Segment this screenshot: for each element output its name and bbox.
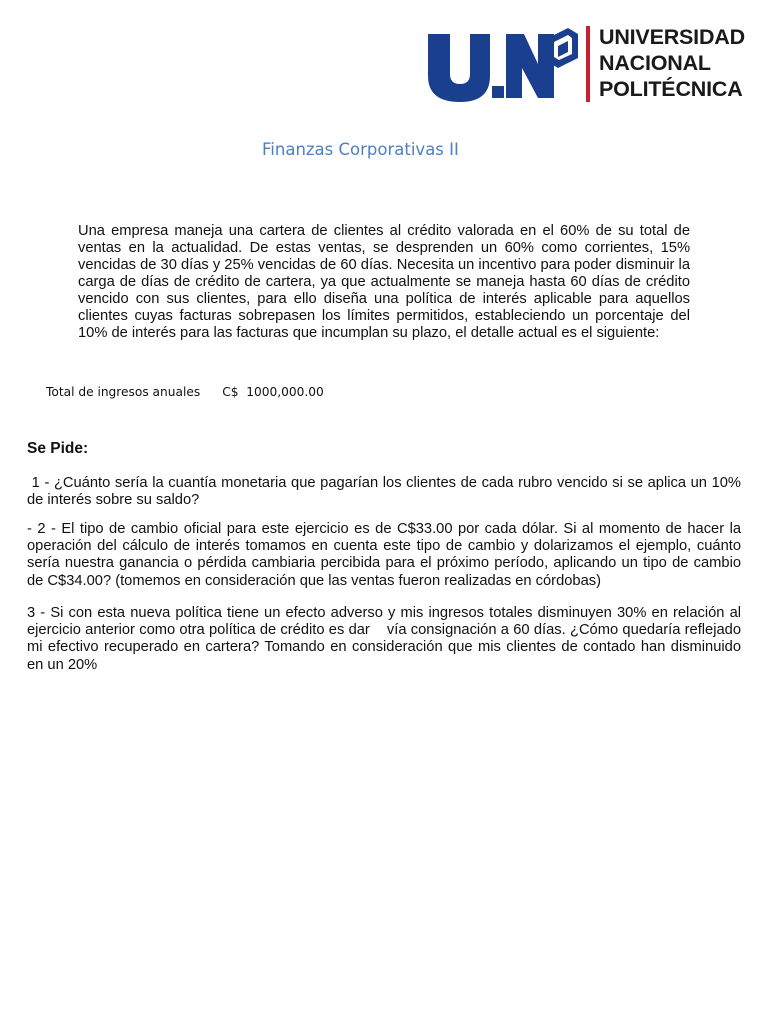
- document-title: Finanzas Corporativas II: [262, 140, 459, 159]
- logo-line-2: NACIONAL: [599, 51, 711, 75]
- total-income-label: Total de ingresos anuales: [46, 385, 201, 399]
- logo-divider: [586, 26, 590, 102]
- logo-line-1: UNIVERSIDAD: [599, 25, 745, 49]
- se-pide-heading: Se Pide:: [27, 440, 89, 457]
- question-1: 1 - ¿Cuánto sería la cuantía monetaria que pagarían los clientes de cada rubro vencido si se aplica un 10% de interés sobre su saldo?: [27, 475, 746, 509]
- unp-logo-mark: [428, 28, 578, 102]
- intro-paragraph: Una empresa maneja una cartera de clientes al crédito valorada en el 60% de su total de ventas en la actualidad. De estas ventas, se desprenden un 60% como corrientes, 15% vencidas de 30 días y 25% vencidas de 60 días. Necesita un incentivo para poder disminuir la carga de días de crédito de cartera, ya que actualmente se maneja hasta 60 días de crédito vencido con sus clientes, para ello diseña una política de interés aplicable para aquellos clientes cuyas facturas sobrepasen los límites permitidos, estableciendo un porcentaje del 10% de interés para las facturas que incumplan su plazo, el detalle actual es el siguiente:: [78, 223, 690, 341]
- total-income-amount: C$ 1000,000.00: [222, 385, 324, 399]
- logo-wordmark: [599, 24, 745, 102]
- question-2: - 2 - El tipo de cambio oficial para este ejercicio es de C$33.00 por cada dólar. Si al momento de hacer la operación del cálculo de interés tomamos en cuenta este tipo de cambio y dolarizamos el ejemplo, cuánto sería nuestra ganancia o pérdida cambiaria percibida para el próximo período, aplicando un tipo de cambio de C$34.00? (tomemos en consideración que las ventas fueron realizadas en córdobas): [27, 521, 746, 589]
- logo-line-3: POLITÉCNICA: [599, 77, 743, 101]
- question-3: 3 - Si con esta nueva política tiene un efecto adverso y mis ingresos totales disminuyen 30% en relación al ejercicio anterior como otra política de crédito es dar vía consignación a 60 días. ¿Cómo quedaría reflejado mi efectivo recuperado en cartera? Tomando en consideración que mis clientes de contado han disminuido en un 20%: [27, 605, 746, 673]
- total-income-row: [46, 385, 324, 399]
- university-logo: [428, 24, 745, 106]
